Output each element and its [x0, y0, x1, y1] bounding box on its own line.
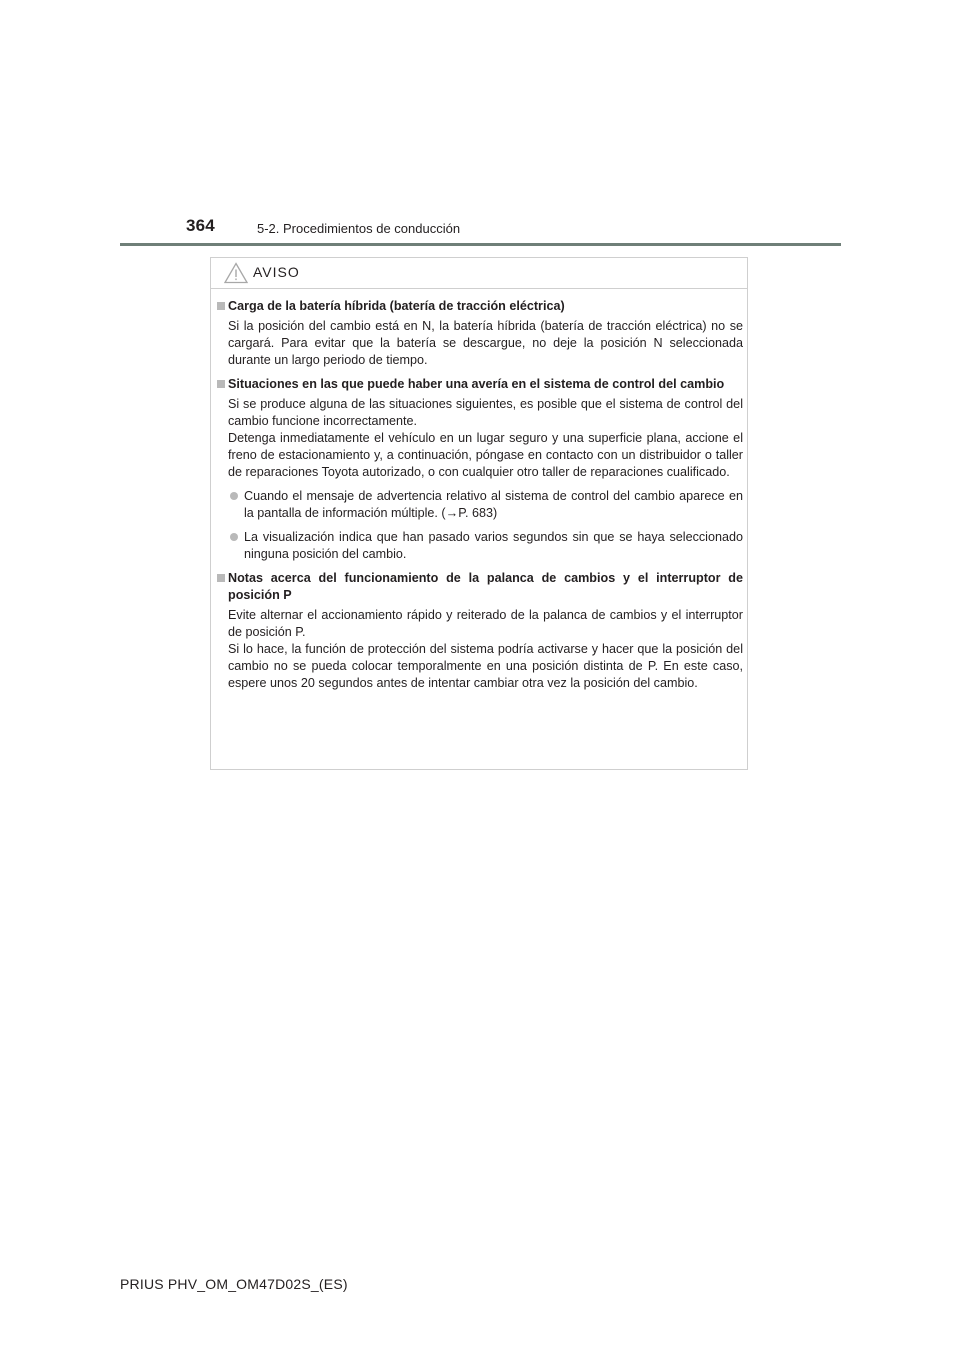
section-heading: [217, 298, 743, 315]
section-heading-text: Situaciones en las que puede haber una avería en el sistema de control del cambio: [228, 377, 725, 391]
paragraph: Evite alternar el accionamiento rápido y reiterado de la palanca de cambios y el interruptor de posición P.: [228, 608, 743, 639]
warning-triangle-icon: [224, 262, 248, 284]
list-item-text: Cuando el mensaje de advertencia relativo al sistema de control del cambio aparece en la pantalla de información múltiple. (→P. 683): [244, 489, 743, 520]
section-heading: [217, 376, 743, 393]
list-item: [217, 488, 743, 522]
list-item: [217, 529, 743, 563]
warning-box: [210, 257, 748, 770]
square-bullet-icon: [217, 380, 225, 388]
warning-header: [211, 258, 747, 289]
paragraph: Si lo hace, la función de protección del sistema podría activarse y hacer que la posición del cambio no se pueda colocar temporalmente en una posición distinta de P. En este caso, espere unos 20 segundos antes de intentar cambiar otra vez la posición del cambio.: [228, 642, 743, 690]
warning-title: AVISO: [253, 264, 300, 280]
paragraph: Detenga inmediatamente el vehículo en un lugar seguro y una superficie plana, accione el freno de estacionamiento y, a continuación, póngase en contacto con un distribuidor o taller de reparaciones Toyota autorizado, o con cualquier otro taller de reparaciones cualificado.: [228, 431, 743, 479]
header-divider: [120, 243, 841, 246]
warning-content: [217, 298, 743, 699]
section-heading-text: Notas acerca del funcionamiento de la palanca de cambios y el interruptor de posición P: [228, 571, 743, 602]
document-id: PRIUS PHV_OM_OM47D02S_(ES): [120, 1276, 348, 1292]
section-heading-text: Carga de la batería híbrida (batería de tracción eléctrica): [228, 299, 565, 313]
round-bullet-icon: [230, 492, 238, 500]
paragraph: Si se produce alguna de las situaciones siguientes, es posible que el sistema de control del cambio funcione incorrectamente.: [228, 397, 743, 428]
section-heading: [217, 570, 743, 604]
section-title: 5-2. Procedimientos de conducción: [257, 221, 461, 236]
paragraph: Si la posición del cambio está en N, la batería híbrida (batería de tracción eléctrica) no se cargará. Para evitar que la batería se descargue, no deje la posición N seleccionada durante un largo periodo de tiempo.: [228, 319, 743, 367]
square-bullet-icon: [217, 302, 225, 310]
round-bullet-icon: [230, 533, 238, 541]
page-number: 364: [186, 216, 215, 235]
list-item-text: La visualización indica que han pasado varios segundos sin que se haya seleccionado ninguna posición del cambio.: [244, 530, 743, 561]
square-bullet-icon: [217, 574, 225, 582]
